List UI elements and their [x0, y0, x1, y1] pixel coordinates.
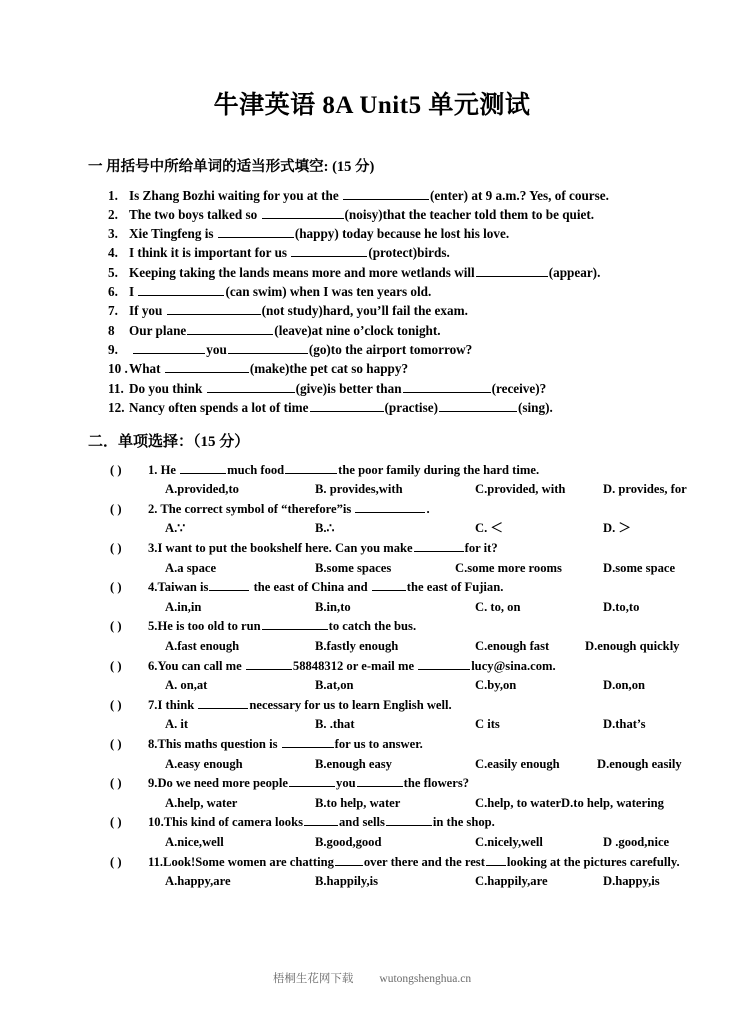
answer-blank[interactable]	[476, 264, 548, 277]
fill-in-blank-item	[0, 282, 744, 301]
option-choice[interactable]: D.happy,is	[603, 874, 660, 889]
question-text: 4.Taiwan is	[148, 580, 209, 595]
multiple-choice-item	[0, 813, 744, 852]
question-text: (happy) today because he lost his love.	[294, 226, 510, 242]
question-text: The two boys talked so	[129, 206, 261, 222]
question-text: 1. He	[148, 462, 180, 477]
question-text: (give)is better than	[295, 380, 402, 396]
section-heading-multiple-choice: 二．单项选择：（15 分）	[88, 434, 250, 451]
option-choice[interactable]: C. to, on	[475, 599, 521, 614]
option-choice[interactable]: A.nice,well	[165, 834, 224, 849]
question-number: 3.	[108, 226, 118, 242]
question-number: 4.	[108, 245, 118, 261]
question-text: lucy@sina.com.	[471, 658, 556, 673]
multiple-choice-item	[0, 578, 744, 617]
answer-blank[interactable]	[138, 283, 224, 296]
option-row	[0, 559, 744, 579]
option-choice[interactable]: C. ＜	[475, 521, 503, 536]
question-text: 3.I want to put the bookshelf here. Can you make	[148, 541, 413, 556]
answer-blank[interactable]	[262, 206, 344, 219]
option-choice[interactable]: A.help, water	[165, 795, 238, 810]
answer-blank[interactable]	[187, 322, 273, 335]
question-text: (appear).	[548, 264, 601, 280]
question-text: you	[206, 341, 227, 357]
question-text: 58848312 or e-mail me	[292, 658, 418, 673]
option-choice[interactable]: B.enough easy	[315, 756, 392, 771]
option-row	[0, 480, 744, 500]
option-choice[interactable]: C.by,on	[475, 678, 517, 693]
question-text: for it?	[464, 541, 498, 556]
question-number: 8	[108, 322, 115, 338]
question-number: 7.	[108, 303, 118, 319]
page-title: 牛津英语 8A Unit5 单元测试	[213, 92, 531, 119]
question-number: 5.	[108, 264, 118, 280]
multiple-choice-item	[0, 735, 744, 774]
multiple-choice-item	[0, 853, 744, 892]
question-text: Is Zhang Bozhi waiting for you at the	[129, 187, 342, 203]
option-choice[interactable]: C.some more rooms	[455, 560, 562, 575]
option-choice[interactable]: B.happily,is	[315, 874, 379, 889]
question-text: (practise)	[384, 399, 438, 415]
fill-in-blank-item	[0, 205, 744, 224]
answer-blank[interactable]	[414, 539, 464, 552]
question-text: in the shop.	[432, 815, 495, 830]
question-number: 1.	[108, 187, 118, 203]
question-stem	[0, 774, 744, 794]
question-text: the east of China and	[250, 580, 371, 595]
question-text: Do you think	[129, 380, 206, 396]
answer-blank[interactable]	[262, 617, 328, 630]
option-choice[interactable]: B.fastly enough	[315, 639, 399, 653]
answer-blank[interactable]	[198, 696, 248, 709]
answer-blank[interactable]	[209, 578, 249, 591]
answer-bracket[interactable]: ( )	[110, 697, 122, 712]
option-choice[interactable]: B.to help, water	[315, 795, 401, 810]
fill-in-blank-item	[0, 321, 744, 340]
question-number: 6.	[108, 284, 118, 300]
answer-blank[interactable]	[207, 380, 295, 393]
question-text: the flowers?	[403, 776, 470, 791]
option-row	[0, 715, 744, 735]
multiple-choice-item	[0, 539, 744, 578]
answer-blank[interactable]	[289, 774, 335, 787]
question-text: the poor family during the hard time.	[338, 462, 540, 477]
question-stem	[0, 853, 744, 873]
multiple-choice-item	[0, 461, 744, 500]
question-text: 5.He is too old to run	[148, 619, 261, 634]
option-choice[interactable]: D.on,on	[603, 678, 645, 693]
question-stem	[0, 735, 744, 755]
multiple-choice-item	[0, 696, 744, 735]
option-choice[interactable]: C.happily,are	[475, 874, 548, 889]
option-choice[interactable]: B.good,good	[315, 834, 382, 849]
question-text: (make)the pet cat so happy?	[249, 361, 409, 377]
option-choice[interactable]: C its	[475, 717, 500, 732]
question-number: 11.	[108, 380, 124, 396]
option-row	[0, 519, 744, 539]
question-text: (go)to the airport tomorrow?	[308, 341, 473, 357]
section-heading-fill-in-blanks: 一 用括号中所给单词的适当形式填空: (15 分)	[88, 158, 375, 175]
answer-blank[interactable]	[165, 360, 249, 373]
answer-blank[interactable]	[418, 657, 470, 670]
question-text: 7.I think	[148, 697, 198, 712]
question-text: Nancy often spends a lot of time	[129, 399, 309, 415]
page-footer	[0, 970, 744, 986]
question-text: Xie Tingfeng is	[129, 226, 217, 242]
answer-blank[interactable]	[167, 302, 261, 315]
question-text: (can swim) when I was ten years old.	[225, 284, 432, 300]
option-choice[interactable]: B. provides,with	[315, 482, 403, 497]
question-text: If you	[129, 303, 166, 319]
fill-in-blank-item	[0, 263, 744, 282]
answer-blank[interactable]	[439, 399, 517, 412]
option-choice[interactable]: A.easy enough	[165, 756, 243, 771]
question-text	[129, 342, 132, 357]
question-text: 11.Look!Some women are chatting	[148, 854, 334, 869]
question-text: (not study)hard, you’ll fail the exam.	[261, 303, 468, 319]
answer-bracket[interactable]: ( )	[110, 736, 122, 751]
question-text: (noisy)that the teacher told them to be quiet.	[344, 206, 595, 222]
option-choice[interactable]: D.enough easily	[597, 756, 682, 771]
option-row	[0, 872, 744, 892]
answer-blank[interactable]	[218, 225, 294, 238]
question-number: 9.	[108, 341, 118, 357]
multiple-choice-item	[0, 657, 744, 696]
fill-in-blank-item	[0, 243, 744, 262]
option-choice[interactable]: A.in,in	[165, 599, 202, 614]
question-text: the east of Fujian.	[406, 580, 504, 595]
question-text: you	[336, 776, 356, 791]
option-row	[0, 833, 744, 853]
option-choice[interactable]: C.help, to water	[475, 795, 562, 810]
question-text: I think it is important for us	[129, 245, 291, 261]
answer-blank[interactable]	[310, 399, 384, 412]
question-text: 2. The correct symbol of “therefore”is	[148, 501, 355, 516]
option-choice[interactable]: D.some space	[603, 560, 676, 575]
question-text: for us to answer.	[334, 736, 423, 751]
question-text: (receive)?	[491, 380, 547, 396]
answer-blank[interactable]	[386, 813, 432, 826]
answer-blank[interactable]	[304, 813, 338, 826]
answer-blank[interactable]	[282, 735, 334, 748]
option-choice[interactable]: B.at,on	[315, 678, 354, 693]
footer-site-name-cn: 梧桐生花网下载	[272, 973, 354, 985]
question-text: much food	[227, 462, 285, 477]
option-row	[0, 598, 744, 618]
question-text: Keeping taking the lands means more and more wetlands will	[129, 264, 475, 280]
answer-blank[interactable]	[486, 853, 506, 866]
answer-bracket[interactable]: ( )	[110, 815, 122, 830]
answer-bracket[interactable]: ( )	[110, 776, 122, 791]
fill-in-blank-item	[0, 398, 744, 417]
option-choice[interactable]: D.to help, watering	[561, 795, 664, 810]
fill-in-blank-item	[0, 186, 744, 205]
answer-blank[interactable]	[246, 657, 292, 670]
answer-blank[interactable]	[228, 341, 308, 354]
question-number: 10 .	[108, 361, 128, 377]
question-number: 2.	[108, 206, 118, 222]
fill-in-blank-item	[0, 340, 744, 359]
question-text: (protect)birds.	[368, 245, 450, 261]
question-text: to catch the bus.	[328, 619, 417, 634]
question-stem	[0, 617, 744, 637]
option-choice[interactable]: A.happy,are	[165, 874, 231, 889]
question-stem	[0, 461, 744, 481]
answer-bracket[interactable]: ( )	[110, 501, 122, 516]
question-text: and sells	[339, 815, 385, 830]
option-choice[interactable]: D.that’s	[603, 717, 646, 732]
answer-blank[interactable]	[335, 853, 363, 866]
option-choice[interactable]: D .good,nice	[603, 834, 670, 849]
question-text: 10.This kind of camera looks	[148, 815, 303, 830]
fill-in-blank-item	[0, 224, 744, 243]
question-text: over there and the rest	[363, 854, 485, 869]
option-choice[interactable]: C.enough fast	[475, 639, 550, 653]
question-text: .	[426, 501, 430, 516]
question-text: (leave)at nine o’clock tonight.	[274, 322, 441, 338]
question-text: necessary for us to learn English well.	[249, 697, 452, 712]
question-stem	[0, 500, 744, 520]
question-text: 6.You can call me	[148, 658, 245, 673]
question-text: I	[129, 284, 138, 300]
question-stem	[0, 813, 744, 833]
option-choice[interactable]: A.provided,to	[165, 482, 239, 497]
answer-blank[interactable]	[355, 500, 425, 513]
footer-site-url: wutongshenghua.cn	[379, 973, 472, 985]
answer-blank[interactable]	[343, 187, 429, 200]
fill-in-blank-list	[0, 177, 744, 418]
answer-bracket[interactable]: ( )	[110, 462, 122, 477]
answer-bracket[interactable]: ( )	[110, 854, 122, 869]
answer-bracket[interactable]: ( )	[110, 541, 122, 556]
option-choice[interactable]: A. on,at	[165, 678, 208, 693]
answer-blank[interactable]	[285, 461, 337, 474]
option-row	[0, 676, 744, 696]
option-choice[interactable]: B.in,to	[315, 599, 351, 614]
question-number: 12.	[108, 399, 125, 415]
option-choice[interactable]: A.∵	[165, 521, 186, 536]
question-stem	[0, 539, 744, 559]
question-text: (enter) at 9 a.m.? Yes, of course.	[429, 187, 609, 203]
option-choice[interactable]: D. ＞	[603, 521, 631, 536]
option-row	[0, 794, 744, 814]
option-choice[interactable]: C.nicely,well	[475, 834, 543, 849]
answer-blank[interactable]	[180, 461, 226, 474]
question-stem	[0, 657, 744, 677]
question-text: looking at the pictures carefully.	[506, 854, 680, 869]
option-choice[interactable]: B.∴	[315, 521, 335, 536]
option-choice[interactable]: C.provided, with	[475, 482, 566, 497]
option-choice[interactable]: D. provides, for	[603, 482, 687, 497]
fill-in-blank-item	[0, 359, 744, 378]
option-choice[interactable]: B. .that	[315, 717, 355, 732]
question-stem	[0, 578, 744, 598]
multiple-choice-list	[0, 453, 744, 892]
question-text: (sing).	[517, 399, 553, 415]
question-text: What	[129, 361, 164, 377]
answer-blank[interactable]	[291, 244, 367, 257]
multiple-choice-item	[0, 774, 744, 813]
question-text: Our plane	[129, 322, 187, 338]
answer-bracket[interactable]: ( )	[110, 658, 122, 673]
fill-in-blank-item	[0, 301, 744, 320]
answer-blank[interactable]	[403, 380, 491, 393]
fill-in-blank-item	[0, 379, 744, 398]
question-text: 9.Do we need more people	[148, 776, 289, 791]
answer-bracket[interactable]: ( )	[110, 619, 122, 634]
multiple-choice-item	[0, 617, 744, 656]
multiple-choice-item	[0, 500, 744, 539]
question-stem	[0, 696, 744, 716]
option-choice[interactable]: A.a space	[165, 560, 217, 575]
question-text: 8.This maths question is	[148, 736, 281, 751]
answer-bracket[interactable]: ( )	[110, 580, 122, 595]
option-choice[interactable]: D.to,to	[603, 599, 640, 614]
answer-blank[interactable]	[357, 774, 403, 787]
answer-blank[interactable]	[133, 341, 205, 354]
option-choice[interactable]: B.some spaces	[315, 560, 392, 575]
answer-blank[interactable]	[372, 578, 406, 591]
option-row	[0, 637, 744, 657]
option-row	[0, 755, 744, 775]
option-choice[interactable]: A. it	[165, 717, 189, 732]
option-choice[interactable]: C.easily enough	[475, 756, 560, 771]
option-choice[interactable]: A.fast enough	[165, 639, 240, 653]
option-choice[interactable]: D.enough quickly	[585, 639, 680, 653]
